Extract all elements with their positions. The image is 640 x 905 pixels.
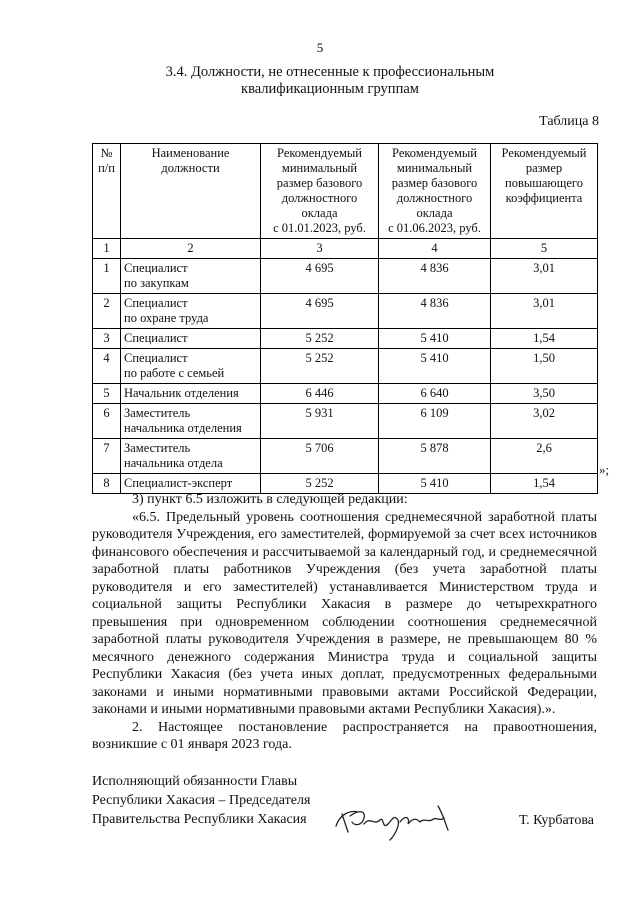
- table-cell-k: 3,02: [491, 404, 598, 439]
- table-index-row: [93, 239, 598, 259]
- position-name-line: Специалист: [124, 261, 188, 275]
- table-cell-k: 2,6: [491, 439, 598, 474]
- table-row: [93, 349, 598, 384]
- table-cell-k: 3,01: [491, 259, 598, 294]
- table-cell-v2: 6 109: [379, 404, 491, 439]
- signatory-name: Т. Курбатова: [519, 813, 594, 828]
- table-cell-n: 6: [93, 404, 121, 439]
- table-cell-v2: 5 410: [379, 329, 491, 349]
- signatory-title-line: Исполняющий обязанности Главы: [92, 774, 298, 789]
- section-heading: [90, 64, 570, 98]
- table-header-line: Рекомендуемый: [277, 146, 362, 160]
- table-cell-v2: 4 836: [379, 259, 491, 294]
- table-cell-v1: 5 706: [261, 439, 379, 474]
- table-row: [93, 259, 598, 294]
- table-cell-v1: 4 695: [261, 294, 379, 329]
- table-header-line: оклада: [301, 206, 338, 220]
- table-cell-v1: 5 252: [261, 349, 379, 384]
- table-header-line: коэффициента: [505, 191, 583, 205]
- table-row: [93, 384, 598, 404]
- table-header-line: Рекомендуемый: [392, 146, 477, 160]
- position-name-line: по охране труда: [124, 311, 209, 325]
- table-trailing-mark: »;: [599, 462, 610, 477]
- paragraph-item-3: 3) пункт 6.5 изложить в следующей редакции:: [132, 492, 408, 507]
- table-cell-k: 1,50: [491, 349, 598, 384]
- table-body: [93, 259, 598, 494]
- table-header-cell: [121, 144, 261, 239]
- table-cell-name: [121, 294, 261, 329]
- table-cell-k: 1,54: [491, 474, 598, 494]
- table-row: [93, 294, 598, 329]
- table-header-line: минимальный: [396, 161, 473, 175]
- table-cell-name: [121, 349, 261, 384]
- table-cell-v2: 4 836: [379, 294, 491, 329]
- table-header-line: Рекомендуемый: [501, 146, 587, 160]
- position-name-line: Заместитель: [124, 441, 191, 455]
- table-header-line: минимальный: [281, 161, 358, 175]
- section-heading-line-1: 3.4. Должности, не отнесенные к профессиональным: [165, 64, 495, 80]
- table-header: [93, 144, 598, 259]
- signatory-title: [92, 772, 310, 829]
- table-header-cell: [491, 144, 598, 239]
- table-header-line: оклада: [416, 206, 453, 220]
- table-cell-n: 8: [93, 474, 121, 494]
- table-index-cell: 4: [379, 239, 491, 259]
- table-header-row: [93, 144, 598, 239]
- table-cell-n: 1: [93, 259, 121, 294]
- table-label: Таблица 8: [539, 114, 599, 129]
- position-name-line: по закупкам: [124, 276, 189, 290]
- table-header-cell: [379, 144, 491, 239]
- table-cell-v1: 6 446: [261, 384, 379, 404]
- position-name-line: Начальник отделения: [124, 386, 239, 400]
- table-cell-k: 1,54: [491, 329, 598, 349]
- table-cell-name: [121, 439, 261, 474]
- table-cell-name: [121, 384, 261, 404]
- table-cell-n: 7: [93, 439, 121, 474]
- table-index-cell: 1: [93, 239, 121, 259]
- signatory-title-line: Правительства Республики Хакасия: [92, 812, 307, 827]
- table-header-line: размер: [525, 161, 563, 175]
- table-header-line: должностного: [396, 191, 473, 205]
- position-name-line: начальника отделения: [124, 421, 242, 435]
- table-row: [93, 329, 598, 349]
- table-cell-v1: 5 252: [261, 474, 379, 494]
- position-name-line: Специалист-эксперт: [124, 476, 233, 490]
- table-cell-k: 3,01: [491, 294, 598, 329]
- handwritten-signature: [328, 796, 468, 846]
- table-cell-n: 2: [93, 294, 121, 329]
- table-index-cell: 2: [121, 239, 261, 259]
- paragraph-clause-2: 2. Настоящее постановление распространяется на правоотношения, возникшие с 01 января 2023 года.: [92, 719, 597, 752]
- table-cell-v1: 4 695: [261, 259, 379, 294]
- table-cell-name: [121, 259, 261, 294]
- table-header-line: п/п: [98, 161, 115, 175]
- table-cell-v2: 5 410: [379, 474, 491, 494]
- table-header-line: №: [100, 146, 113, 160]
- table-cell-k: 3,50: [491, 384, 598, 404]
- table-row: [93, 439, 598, 474]
- position-name-line: Заместитель: [124, 406, 191, 420]
- table-header-line: с 01.01.2023, руб.: [273, 221, 366, 235]
- table-header-line: должности: [161, 161, 220, 175]
- table-cell-n: 4: [93, 349, 121, 384]
- table-header-line: Наименование: [151, 146, 230, 160]
- section-heading-line-2: квалификационным группам: [241, 81, 419, 97]
- position-name-line: начальника отдела: [124, 456, 223, 470]
- table-cell-v2: 5 878: [379, 439, 491, 474]
- table-header-line: размер базового: [276, 176, 363, 190]
- table-header-line: размер базового: [391, 176, 478, 190]
- table-cell-v2: 6 640: [379, 384, 491, 404]
- table-cell-v2: 5 410: [379, 349, 491, 384]
- position-name-line: Специалист: [124, 331, 188, 345]
- table-cell-name: [121, 329, 261, 349]
- table-cell-v1: 5 931: [261, 404, 379, 439]
- table-header-cell: [261, 144, 379, 239]
- table-header-line: должностного: [281, 191, 358, 205]
- position-name-line: по работе с семьей: [124, 366, 225, 380]
- table-cell-n: 5: [93, 384, 121, 404]
- table-row: [93, 404, 598, 439]
- table-cell-n: 3: [93, 329, 121, 349]
- body-text: [92, 491, 597, 754]
- position-name-line: Специалист: [124, 351, 188, 365]
- table-cell-name: [121, 404, 261, 439]
- page-number: 5: [316, 40, 324, 55]
- table-cell-v1: 5 252: [261, 329, 379, 349]
- signatory-title-line: Республики Хакасия – Председателя: [92, 793, 311, 808]
- table-header-line: повышающего: [505, 176, 583, 190]
- table-index-cell: 3: [261, 239, 379, 259]
- position-name-line: Специалист: [124, 296, 188, 310]
- table-header-cell: [93, 144, 121, 239]
- paragraph-point-6-5: «6.5. Предельный уровень соотношения среднемесячной заработной платы руководителя Учреждения, его заместителей, формируемой за счет всех источников финансового обеспечения и рассчитываемой за календарный год, и среднемесячной заработной платы работников Учреждения (без учета заработной платы руководителя и его заместителей) устанавливается Министерством труда и социальной защиты Республики Хакасия в размере до четырехкратного превышения при одновременном соблюдении соотношения среднемесячной заработной платы руководителя Учреждения в размере, не превышающем 80 % месячного денежного содержания Министра труда и социальной защиты Республики Хакасия (без учета иных доплат, предусмотренных федеральными законами и иными нормативными правовыми актами Российской Федерации, законами и иными нормативными правовыми актами Республики Хакасия).».: [92, 509, 597, 717]
- table-index-cell: 5: [491, 239, 598, 259]
- positions-table: [92, 143, 598, 494]
- table-header-line: с 01.06.2023, руб.: [388, 221, 481, 235]
